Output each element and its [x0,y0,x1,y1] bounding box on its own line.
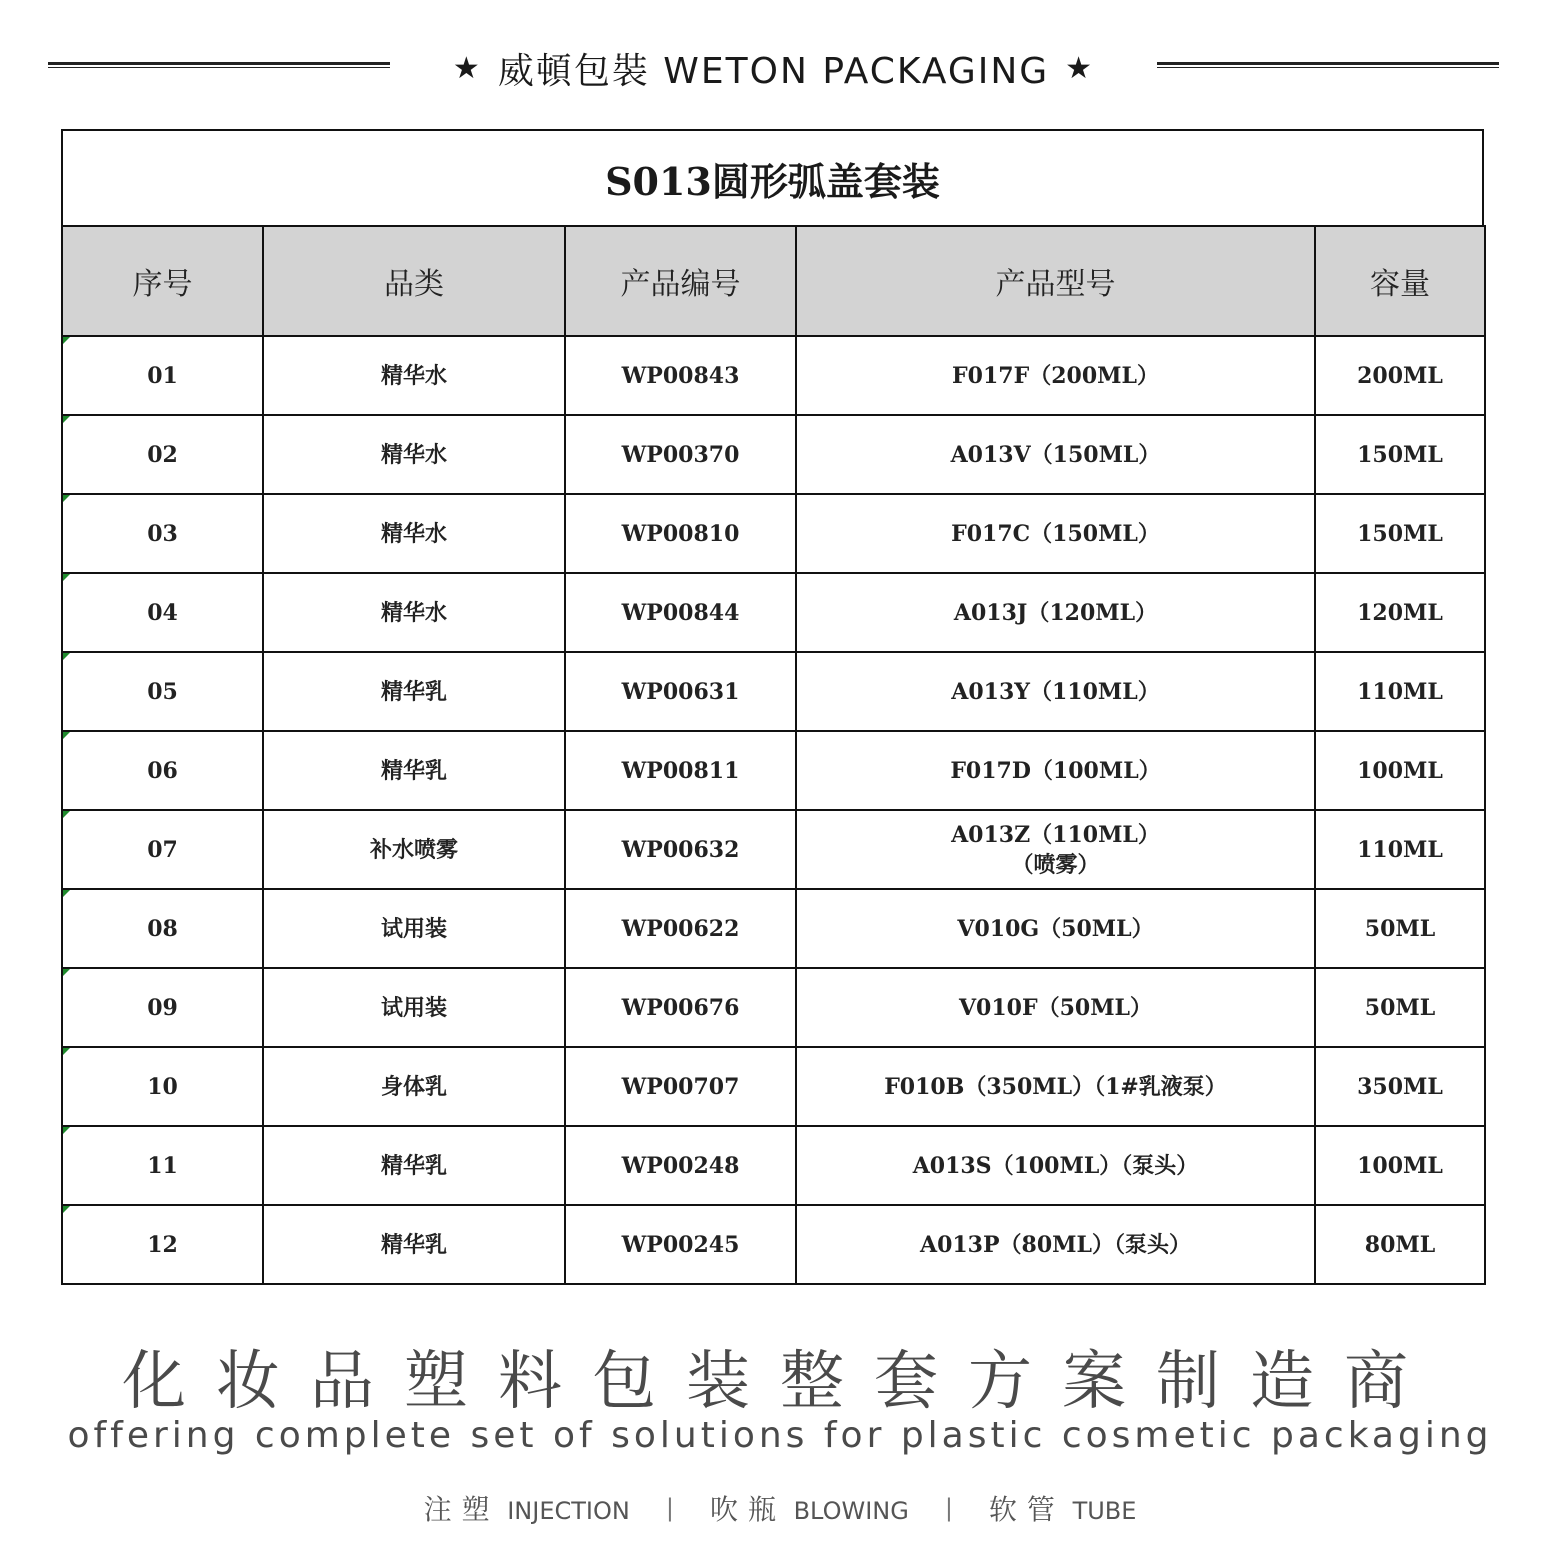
cell-no: 03 [62,494,263,573]
table-row [62,415,1485,494]
cell-code: WP00843 [565,336,796,415]
service-tube [989,1488,1137,1528]
service-label-cn: 软管 [988,1493,1065,1526]
cell-category: 精华水 [263,494,565,573]
cell-code: WP00248 [565,1126,796,1205]
cell-no: 09 [62,968,263,1047]
decorative-rule-right [1157,62,1499,68]
product-table-container [61,129,1484,1285]
cell-category: 精华水 [263,415,565,494]
cell-model: F017D（100ML） [796,731,1315,810]
cell-capacity: 150ML [1315,494,1485,573]
services-bar [0,1488,1560,1528]
header-model: 产品型号 [796,226,1315,336]
table-body [62,336,1485,1284]
table-title: S013圆形弧盖套装 [61,129,1484,225]
separator: | [944,1494,953,1522]
cell-model: F017F（200ML） [796,336,1315,415]
slogan-chinese: 化妆品塑料包装整套方案制造商 [122,1345,1438,1419]
cell-code: WP00676 [565,968,796,1047]
cell-code: WP00811 [565,731,796,810]
table-row [62,1047,1485,1126]
service-label-en: TUBE [1072,1497,1137,1525]
table-row [62,1126,1485,1205]
cell-no: 10 [62,1047,263,1126]
cell-capacity: 100ML [1315,731,1485,810]
cell-capacity: 350ML [1315,1047,1485,1126]
brand-title [390,40,1157,96]
cell-category: 精华水 [263,336,565,415]
cell-capacity: 200ML [1315,336,1485,415]
cell-capacity: 100ML [1315,1126,1485,1205]
cell-category: 试用装 [263,968,565,1047]
cell-model [796,810,1315,889]
cell-model-line2: （喷雾） [1011,851,1100,878]
cell-capacity: 80ML [1315,1205,1485,1284]
cell-category: 精华乳 [263,731,565,810]
table-row [62,1205,1485,1284]
table-row [62,810,1485,889]
cell-model-line1: A013Z（110ML） [951,821,1160,848]
table-row [62,494,1485,573]
cell-capacity: 110ML [1315,810,1485,889]
table-row [62,731,1485,810]
cell-model: A013V（150ML） [796,415,1315,494]
header-category: 品类 [263,226,565,336]
cell-model: A013P（80ML）（泵头） [796,1205,1315,1284]
decorative-rule-left [48,62,390,68]
service-label-en: INJECTION [507,1497,630,1525]
cell-code: WP00622 [565,889,796,968]
cell-no: 11 [62,1126,263,1205]
cell-capacity: 50ML [1315,889,1485,968]
cell-model: F017C（150ML） [796,494,1315,573]
star-icon: ★ [1065,50,1095,86]
cell-model: A013S（100ML）（泵头） [796,1126,1315,1205]
cell-model: A013Y（110ML） [796,652,1315,731]
brand-bar [0,40,1560,96]
cell-code: WP00707 [565,1047,796,1126]
cell-no: 02 [62,415,263,494]
cell-category: 精华水 [263,573,565,652]
cell-code: WP00631 [565,652,796,731]
cell-model: F010B（350ML）（1#乳液泵） [796,1047,1315,1126]
cell-no: 07 [62,810,263,889]
cell-category: 身体乳 [263,1047,565,1126]
cell-code: WP00810 [565,494,796,573]
cell-no: 01 [62,336,263,415]
cell-capacity: 50ML [1315,968,1485,1047]
cell-no: 04 [62,573,263,652]
table-row [62,652,1485,731]
cell-model: A013J（120ML） [796,573,1315,652]
cell-capacity: 150ML [1315,415,1485,494]
table-row [62,573,1485,652]
cell-code: WP00245 [565,1205,796,1284]
cell-category: 精华乳 [263,1205,565,1284]
brand-name: 威頓包裝 WETON PACKAGING [497,50,1050,92]
cell-code: WP00844 [565,573,796,652]
service-blowing [710,1488,909,1528]
cell-category: 试用装 [263,889,565,968]
cell-capacity: 110ML [1315,652,1485,731]
cell-category: 补水喷雾 [263,810,565,889]
cell-capacity: 120ML [1315,573,1485,652]
cell-no: 05 [62,652,263,731]
product-table [61,225,1486,1285]
separator: | [665,1494,674,1522]
cell-category: 精华乳 [263,1126,565,1205]
service-injection [424,1488,630,1528]
cell-no: 06 [62,731,263,810]
cell-category: 精华乳 [263,652,565,731]
table-header-row [62,226,1485,336]
table-row [62,968,1485,1047]
cell-no: 08 [62,889,263,968]
cell-model: V010G（50ML） [796,889,1315,968]
cell-no: 12 [62,1205,263,1284]
header-capacity: 容量 [1315,226,1485,336]
header-code: 产品编号 [565,226,796,336]
cell-code: WP00370 [565,415,796,494]
service-label-cn: 吹瓶 [709,1493,786,1526]
service-label-cn: 注塑 [423,1493,500,1526]
cell-model: V010F（50ML） [796,968,1315,1047]
cell-code: WP00632 [565,810,796,889]
service-label-en: BLOWING [793,1497,909,1525]
star-icon: ★ [452,50,482,86]
slogan-english: offering complete set of solutions for plastic cosmetic packaging [67,1415,1493,1456]
table-row [62,889,1485,968]
table-row [62,336,1485,415]
header-no: 序号 [62,226,263,336]
